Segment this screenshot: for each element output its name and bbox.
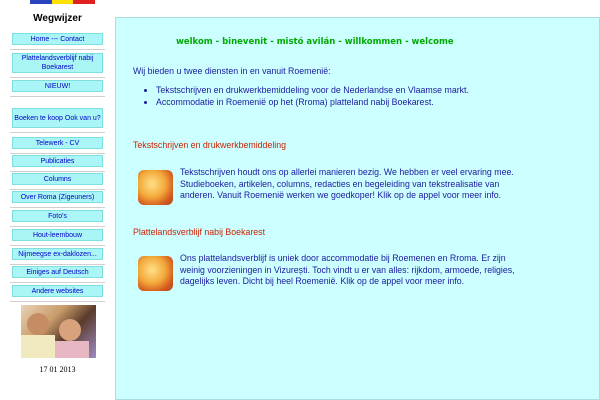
section-heading-plattelandsverblijf: Plattelandsverblijf nabij Boekarest <box>133 227 266 237</box>
children-photo <box>21 305 96 358</box>
welcome-banner: welkom - binevenit - mistó avilán - willkommen - welcome <box>176 37 454 47</box>
nav-over-roma[interactable]: Over Roma (Zigeuners) <box>12 191 103 203</box>
nav-divider <box>10 245 105 246</box>
section-text-tekstschrijven: Tekstschrijven houdt ons op allerlei manieren bezig. We hebben er veel ervaring mee. Studieboeken, artikelen, columns, redacties en begeleiding van tekstrealisatie van anderen. Vanuit Roemenië werken we goedkoper! Klik op de appel voor meer info. <box>180 167 514 200</box>
nav-home-contact[interactable]: Home --- Contact <box>12 33 103 45</box>
nav-nieuw[interactable]: NIEUW! <box>12 80 103 92</box>
nav-einiges-auf-deutsch[interactable]: Einiges auf Deutsch <box>12 266 103 278</box>
nav-plattelandsverblijf[interactable]: Plattelandsverblijf nabij Boekarest <box>12 53 103 73</box>
nav-divider <box>10 207 105 208</box>
nav-telewerk-cv[interactable]: Telewerk - CV <box>12 137 103 149</box>
nav-divider <box>10 189 105 190</box>
nav-divider <box>10 171 105 172</box>
section-text-plattelandsverblijf: Ons plattelandsverblijf is uniek door accommodatie bij Roemenen en Rroma. Er zijn weinig voorzieningen in Vizurești. Toch vindt u er van alles: rijkdom, armoede, religies, dagelijks leven. Dicht bij heel Roemenië. Klik op de appel voor meer info. <box>180 253 515 286</box>
section-heading-tekstschrijven: Tekstschrijven en drukwerkbemiddeling <box>133 140 287 150</box>
nav-divider <box>10 282 105 283</box>
services-list <box>146 85 576 109</box>
main-content <box>115 17 600 400</box>
nav-divider <box>10 96 105 97</box>
list-item: • Accommodatie in Roemenië op het (Rroma) platteland nabij Boekarest. <box>156 97 576 108</box>
apple-icon[interactable] <box>138 256 173 291</box>
nav-divider <box>10 153 105 154</box>
nav-boeken-te-koop[interactable]: Boeken te koop Ook van u? <box>12 108 103 128</box>
nav-hout-leembouw[interactable]: Hout-leembouw <box>12 229 103 241</box>
nav-publicaties[interactable]: Publicaties <box>12 155 103 167</box>
last-updated-date: 17 01 2013 <box>39 365 76 374</box>
nav-divider <box>10 49 105 50</box>
nav-divider <box>10 77 105 78</box>
nav-divider <box>10 301 105 302</box>
nav-andere-websites[interactable]: Andere websites <box>12 285 103 297</box>
apple-icon[interactable] <box>138 170 173 205</box>
nav-nijmeegse-ex-daklozen[interactable]: Nijmeegse ex-daklozen... <box>12 248 103 260</box>
nav-divider <box>10 132 105 133</box>
nav-columns[interactable]: Columns <box>12 173 103 185</box>
intro-text: Wij bieden u twee diensten in en vanuit Roemenië: <box>133 66 331 76</box>
nav-divider <box>10 226 105 227</box>
list-item: • Tekstschrijven en drukwerkbemiddeling voor de Nederlandse en Vlaamse markt. <box>156 85 576 96</box>
sidebar-title: Wegwijzer <box>33 13 82 24</box>
nav-divider <box>10 264 105 265</box>
nav-fotos[interactable]: Foto's <box>12 210 103 222</box>
romanian-flag <box>30 0 95 4</box>
